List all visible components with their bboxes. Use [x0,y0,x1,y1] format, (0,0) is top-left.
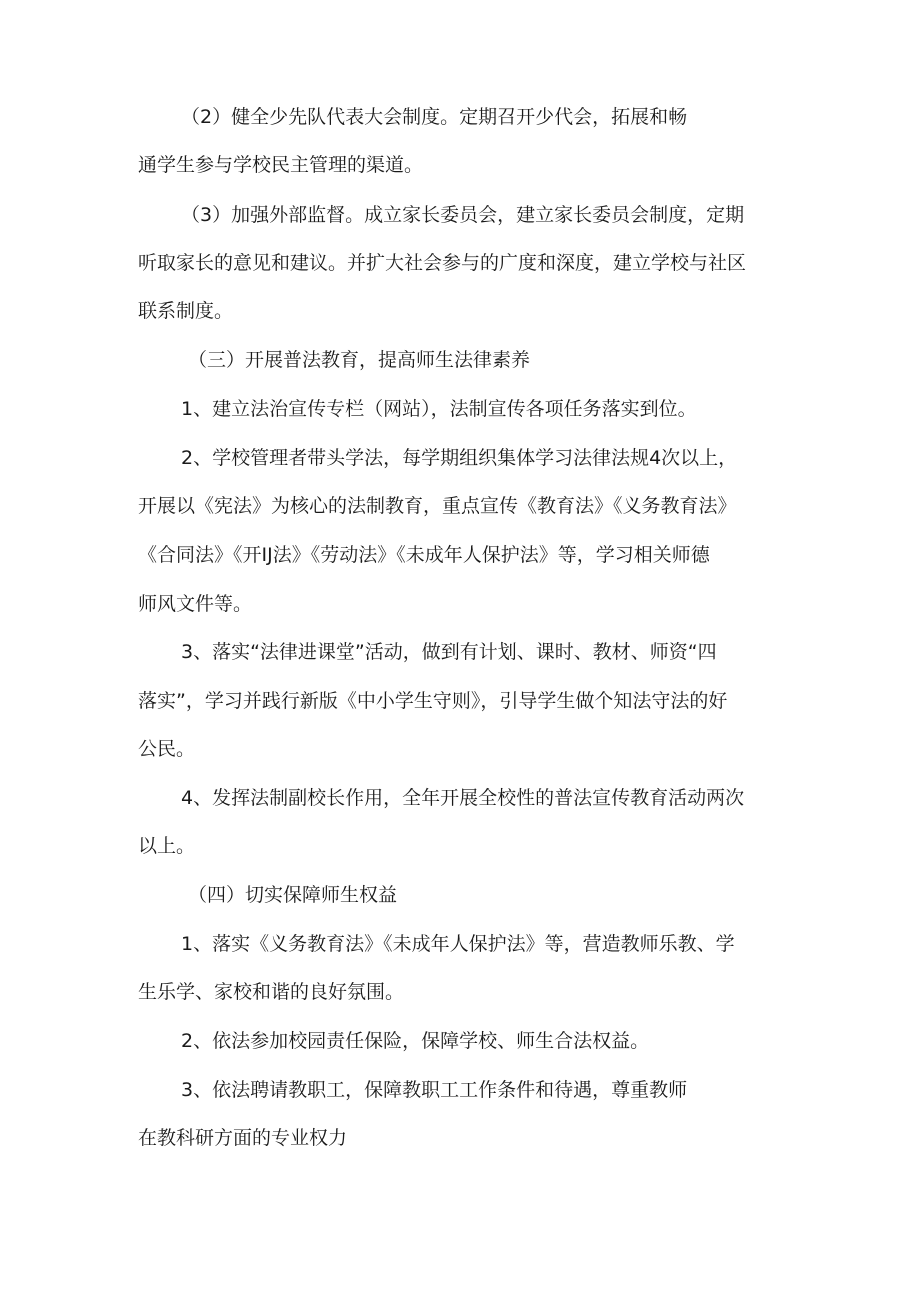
paragraph-3-1-line-1: 1、建立法治宣传专栏（网站），法制宣传各项任务落实到位。 [181,398,697,420]
paragraph-1-line-2: 通学生参与学校民主管理的渠道。 [138,154,424,176]
paragraph-3-2-line-3: 《合同法》《开IJ法》《劳动法》《未成年人保护法》等，学习相关师德 [138,544,710,566]
paragraph-3-3-line-3: 公民。 [138,738,196,760]
section-heading-3: （三）开展普法教育，提高师生法律素养 [188,349,531,371]
paragraph-3-2-line-1: 2、学校管理者带头学法，每学期组织集体学习法律法规4次以上， [181,447,738,469]
section-heading-4: （四）切实保障师生权益 [188,884,398,906]
paragraph-3-2-line-4: 师风文件等。 [138,593,253,615]
paragraph-3-4-line-1: 4、发挥法制副校长作用，全年开展全校性的普法宣传教育活动两次 [181,787,745,809]
paragraph-3-3-line-1: 3、落实“法律进课堂”活动，做到有计划、课时、教材、师资“四 [181,641,717,663]
paragraph-1-line-1: （2）健全少先队代表大会制度。定期召开少代会，拓展和畅 [181,106,688,128]
paragraph-4-1-line-2: 生乐学、家校和谐的良好氛围。 [138,981,405,1003]
paragraph-2-line-1: （3）加强外部监督。成立家长委员会，建立家长委员会制度，定期 [181,204,745,226]
paragraph-3-3-line-2: 落实”，学习并践行新版《中小学生守则》，引导学生做个知法守法的好 [138,690,728,712]
paragraph-4-1-line-1: 1、落实《义务教育法》《未成年人保护法》等，营造教师乐教、学 [181,933,735,955]
paragraph-3-4-line-2: 以上。 [138,835,196,857]
paragraph-4-2-line-1: 2、依法参加校园责任保险，保障学校、师生合法权益。 [181,1030,650,1052]
paragraph-3-2-line-2: 开展以《宪法》为核心的法制教育，重点宣传《教育法》《义务教育法》 [138,495,737,517]
paragraph-4-3-line-2: 在教科研方面的专业权力 [138,1127,348,1149]
paragraph-2-line-2: 听取家长的意见和建议。并扩大社会参与的广度和深度，建立学校与社区 [138,252,747,274]
paragraph-4-3-line-1: 3、依法聘请教职工，保障教职工工作条件和待遇，尊重教师 [181,1079,688,1101]
paragraph-2-line-3: 联系制度。 [138,300,234,322]
